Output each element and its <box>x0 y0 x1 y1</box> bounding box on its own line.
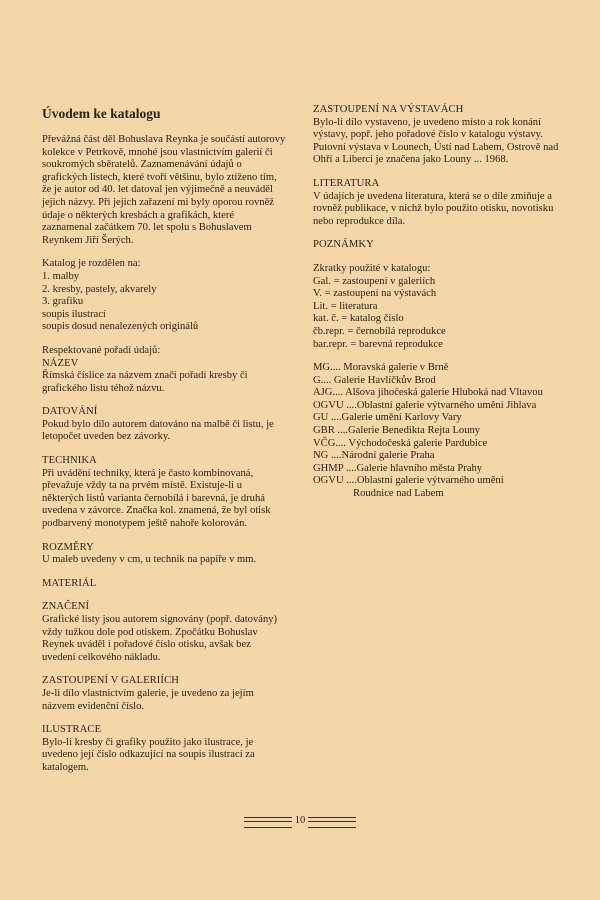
section-heading: POZNÁMKY <box>313 239 374 251</box>
section-text: V údajích je uvedena literatura, která se o díle zmiňuje a rovněž publikace, v nichž bylo použito otisku, novotisku nebo reprodukce díla. <box>313 190 554 227</box>
gallery-item: VČG.... Východočeská galerie Pardubice <box>313 437 488 449</box>
section-text: U maleb uvedeny v cm, u technik na papíře v mm. <box>42 554 257 566</box>
section-text: Bylo-li kresby či grafiky použito jako ilustrace, je uvedeno její číslo odkazující na soupis ilustrací za katalogem. <box>42 736 255 773</box>
page-number: 10 <box>294 815 306 826</box>
section-literatura <box>313 178 575 228</box>
section-heading: NÁZEV <box>42 357 79 369</box>
section-text: Bylo-li dílo vystaveno, je uvedeno místo a rok konání výstavy, popř. jeho pořadové číslo v katalogu výstavy. Putovní výstava v Lounech, Ústí nad Labem, Ostrově nad Ohří a Liberci je značena jako Louny ... 1968. <box>313 116 559 166</box>
abbreviation-item: V. = zastoupení na výstavách <box>313 288 437 300</box>
gallery-item-continuation <box>313 488 575 501</box>
division-line: soupis dosud nenalezených originálů <box>42 321 199 333</box>
decorative-rule-right <box>308 817 356 828</box>
section-heading: LITERATURA <box>313 177 380 189</box>
section-poznamky <box>313 239 575 252</box>
section-znaceni <box>42 601 286 664</box>
abbreviations-list <box>313 263 575 351</box>
gallery-item: AJG.... Alšova jihočeská galerie Hluboká nad Vltavou <box>313 387 543 399</box>
order-intro: Respektované pořadí údajů: <box>42 344 161 356</box>
gallery-item: OGVU ....Oblastní galerie výtvarného umění Jihlava <box>313 399 537 411</box>
gallery-item: MG.... Moravská galerie v Brně <box>313 362 449 374</box>
abbreviation-item: bar.repr. = barevná reprodukce <box>313 338 443 350</box>
section-heading: TECHNIKA <box>42 455 97 467</box>
abbreviations-intro: Zkratky použité v katalogu: <box>313 262 431 274</box>
division-line: soupis ilustrací <box>42 308 106 320</box>
gallery-item: NG ....Národní galerie Praha <box>313 450 435 462</box>
section-material <box>42 578 286 591</box>
section-heading: ILUSTRACE <box>42 724 102 736</box>
section-text: Římská číslice za názvem značí pořadí kresby či grafického listu téhož názvu. <box>42 370 248 394</box>
section-nazev <box>42 358 286 396</box>
abbreviation-item: Lit. = literatura <box>313 300 378 312</box>
section-heading: ROZMĚRY <box>42 541 94 553</box>
gallery-item: GBR ....Galerie Benedikta Rejta Louny <box>313 425 481 437</box>
gallery-item: GU ....Galerie umění Karlovy Vary <box>313 412 462 424</box>
division-line: Katalog je rozdělen na: <box>42 258 141 270</box>
catalog-division-list <box>42 258 286 334</box>
intro-paragraph: Převážná část děl Bohuslava Reynka je součástí autorovy kolekce v Petrkově, mnohé jsou vlastnictvím galerií či soukromých sběratelů. Zaznamenávání údajů o grafických listech, které tvoří většinu, bylo ztíženo tím, že je autor od 40. let datoval jen výjimečně a neuváděl jejich názvy. Při jejich zařazení mi byly oporou rovněž údaje o některých kresbách a grafikách, které zaznamenal začátkem 70. let spolu s Bohuslavem Reynkem Jiří Šerých. <box>42 134 286 246</box>
section-text: Pokud bylo dílo autorem datováno na malbě či listu, je letopočet uveden bez závorky. <box>42 418 274 443</box>
section-text: Je-li dílo vlastnictvím galerie, je uvedeno za jejím názvem evidenční číslo. <box>42 687 254 712</box>
section-heading: ZASTOUPENÍ V GALERIÍCH <box>42 675 179 687</box>
decorative-rule-left <box>244 817 292 828</box>
gallery-continuation-text: Roudnice nad Labem <box>353 488 444 500</box>
section-text: Při uvádění techniky, která je často kombinovaná, převažuje vždy ta na prvém místě. Existuje-li u některých listů varianta černobílá i barevná, je druhá uvedena v závorce. Značka kol. znamená, že byl otisk podbarvený monotypem ještě nahoře kolorován. <box>42 467 271 530</box>
section-heading: MATERIÁL <box>42 577 97 589</box>
section-heading: ZNAČENÍ <box>42 601 90 613</box>
right-column <box>313 104 575 512</box>
division-line: 3. grafiku <box>42 296 84 308</box>
section-zastoupeni-galerie <box>42 675 286 713</box>
division-line: 1. malby <box>42 270 80 282</box>
gallery-item: G.... Galerie Havlíčkův Brod <box>313 374 436 386</box>
abbreviation-item: kat. č. = katalog číslo <box>313 313 404 325</box>
page-title: Úvodem ke katalogu <box>42 106 161 121</box>
section-text: Grafické listy jsou autorem signovány (popř. datovány) vždy tužkou dole pod otiskem. Zpočátku Bohuslav Reynek uváděl i pořadové číslo otisku, avšak bez uvedení celkového nákladu. <box>42 614 278 663</box>
gallery-item: GHMP ....Galerie hlavního města Prahy <box>313 462 483 474</box>
left-column <box>42 106 286 786</box>
page-footer <box>240 813 360 833</box>
section-technika <box>42 455 286 531</box>
section-datovani <box>42 406 286 444</box>
gallery-item: OGVU ....Oblastní galerie výtvarného umění <box>313 475 504 487</box>
section-heading: ZASTOUPENÍ NA VÝSTAVÁCH <box>313 104 464 115</box>
division-line: 2. kresby, pastely, akvarely <box>42 283 157 295</box>
abbreviation-item: čb.repr. = černobílá reprodukce <box>313 325 446 337</box>
abbreviation-item: Gal. = zastoupení v galeriích <box>313 275 436 287</box>
section-heading: DATOVÁNÍ <box>42 406 98 418</box>
section-ilustrace <box>42 724 286 774</box>
section-zastoupeni-vystavy <box>313 104 575 167</box>
section-rozmery <box>42 542 286 567</box>
galleries-list <box>313 362 575 501</box>
